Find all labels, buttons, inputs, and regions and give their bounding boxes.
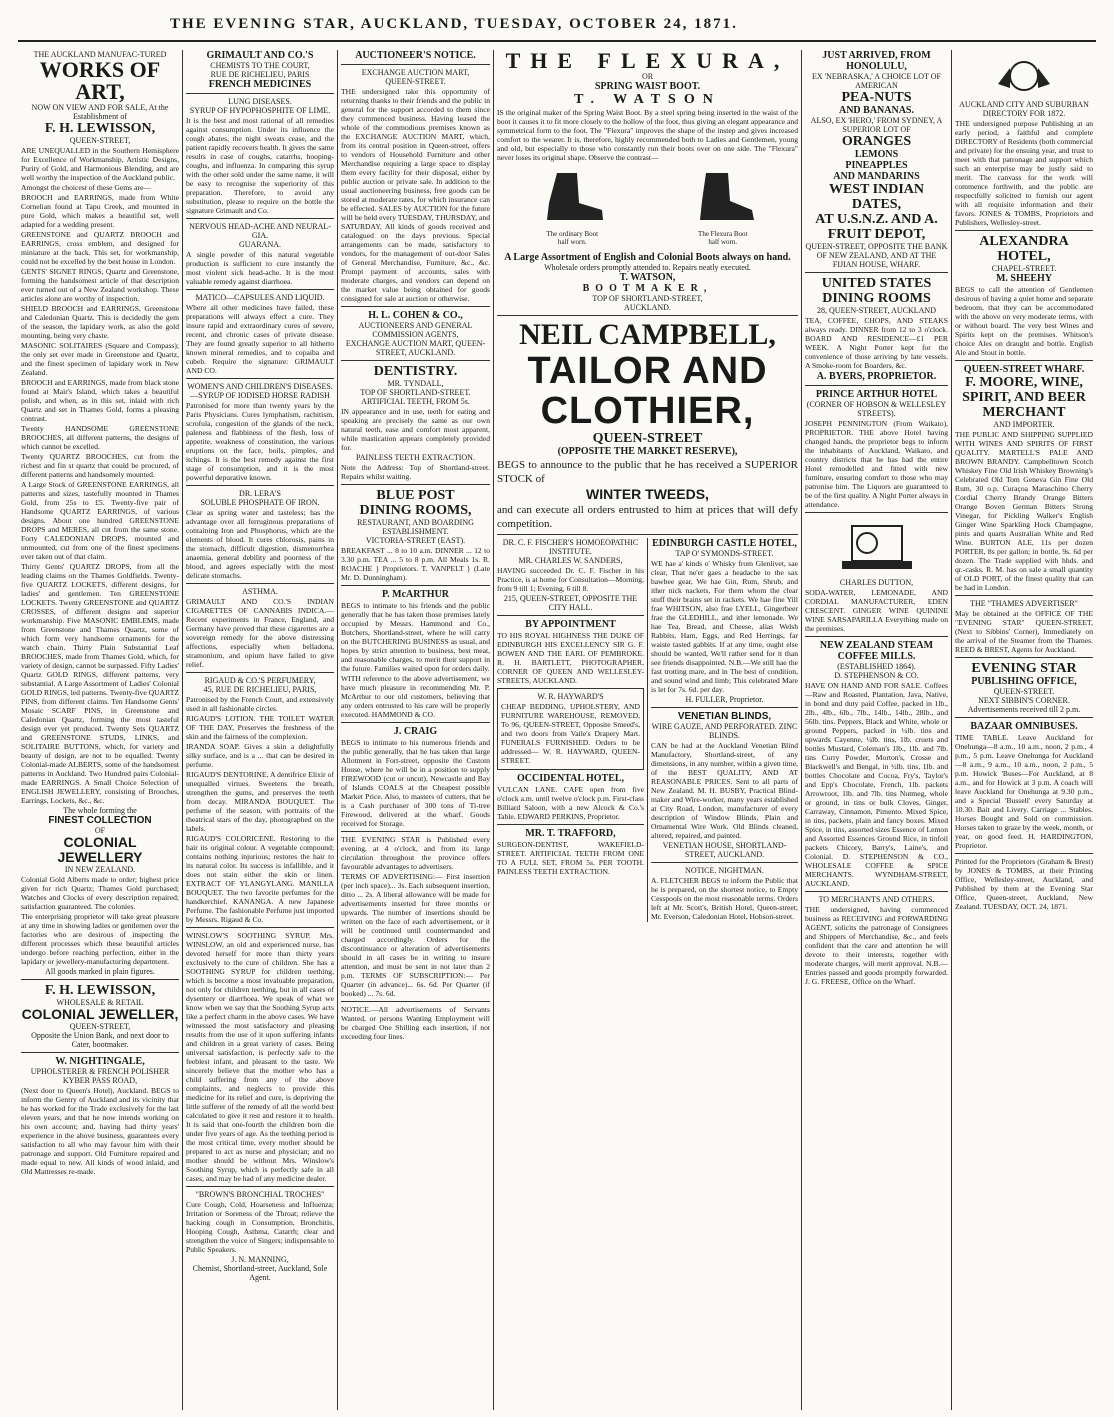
- divider: [341, 360, 490, 361]
- ad-body: GENTS' SIGNET RINGS, Quartz and Greenstone, forming the handsomest article of that description ever turned out of a New Zealand workshop. These articles alone are worthy of inspection.: [21, 267, 179, 303]
- ad-text: AUCTIONEERS AND GENERAL COMMISSION AGENTS,: [358, 321, 473, 339]
- ad-text: QUEEN-STREET,: [69, 136, 131, 145]
- ad-body: RIGAUD'S LOTION. THE TOILET WATER OF THE DAY, Preserves the freshness of the skin and the fairness of the complexion.: [186, 714, 334, 741]
- ad-title: J. CRAIG: [393, 726, 438, 737]
- ad-text: QUEEN-STREET.: [385, 77, 446, 86]
- boot-caption: half worn.: [557, 238, 587, 246]
- column-5: [801, 50, 951, 1410]
- ad-body: GRIMAULT AND CO.'S INDIAN CIGARETTES OF CANNABIS INDICA.—Recent experiments in France, England, and Germany have proved that these cigarettes are a sovereign remedy for the above distressing affections, especially when belladona, stramonium, and opium have failed to give relief.: [186, 597, 334, 669]
- ad-title: GRIMAULT AND CO.'S: [206, 50, 314, 61]
- ad-title: NEIL CAMPBELL,: [519, 318, 776, 351]
- ad-heading: THE AUCKLAND MANUFAC-TURED: [33, 50, 167, 59]
- ad-title: MR. T. TRAFFORD,: [525, 828, 616, 839]
- ad-title: AUCTIONEER'S NOTICE.: [355, 50, 476, 61]
- ad-text: PAINLESS TEETH EXTRACTION.: [356, 453, 475, 462]
- ad-title: T. WATSON,: [619, 272, 676, 283]
- ad-body: CHEAP BEDDING, UPHOLSTERY, AND FURNITURE WAREHOUSE, REMOVED, To 96, QUEEN-STREET, Opposite Smeed's, and two doors from Vaile's Drapery Mart. FUNERALS FURNISHED. Orders to be addressed— W. R. HAYWARD, QUEEN-STREET.: [501, 702, 640, 765]
- ad-text: All goods marked in plain figures.: [45, 967, 155, 976]
- divider: [186, 378, 334, 379]
- ad-title: F. H. LEWISSON,: [44, 983, 156, 998]
- ad-heading: SYRUP OF HYPOPHOSPHITE OF LIME.: [189, 106, 331, 115]
- divider: [805, 272, 948, 273]
- ad-text: ARTIFICIAL TEETH, FROM 5s.: [361, 397, 470, 406]
- ad-body: IS the original maker of the Spring Waist Boot. By a steel spring being inserted in the waist of the boot it causes it to fit more closely to the hollow of the foot, thus giving an elegant appearance and symmetrical form to the foot. The "Flexura" improves the shape of the instep and gives increased comfort to the wearer. It is, therefore, highly recommended both to Ladies and Gentlemen, young and old, but especially to those who constantly run their boots over on one side. The "Flexura" never loses its original shape. Observe the contrast—: [497, 108, 798, 162]
- machine-illustration: [805, 516, 948, 578]
- ad-body: Note the Address: Top of Shortland-street. Repairs whilst waiting.: [341, 463, 490, 481]
- ad-title: PINEAPPLES: [845, 160, 908, 171]
- ad-text: MR. TYNDALL,: [387, 379, 444, 388]
- ad-text: CHARLES DUTTON,: [839, 578, 914, 587]
- ad-title: F. MOORE, WINE, SPIRIT, AND BEER MERCHANT: [962, 375, 1086, 420]
- ad-title: COLONIAL JEWELLER,: [21, 1006, 179, 1022]
- ad-title: WEST INDIAN DATES,: [828, 182, 925, 212]
- ad-title: COLONIAL JEWELLERY: [57, 834, 143, 865]
- ad-body: The enterprising proprietor will take great pleasure at any time in showing ladies or gentlemen over the factories who are desirous of inspecting the different processes which these beautiful articles undergo before reaching perfection, either in the lapidary or jewellery-manufacturing department.: [21, 912, 179, 966]
- ad-text: RUE DE RICHELIEU, PARIS: [210, 70, 310, 79]
- ad-text: (CORNER OF HOBSON & WELLESLEY STREETS).: [806, 400, 947, 418]
- ad-title: QUEEN-STREET: [592, 431, 703, 446]
- boot-illustrations: [497, 168, 798, 246]
- column-2: [182, 50, 337, 1410]
- ad-body: ARE UNEQUALLED in the Southern Hemisphere for Excellence of Workmanship, Artistic Designs, Purity of Gold, and Harmonious Blending, and are well worthy the inspection of the Auckland public.: [21, 146, 179, 182]
- ad-heading: W. R. HAYWARD'S: [537, 692, 604, 701]
- divider: [341, 831, 490, 832]
- sub-columns: [497, 538, 798, 922]
- ad-text: 215, QUEEN-STREET, OPPOSITE THE CITY HALL.: [503, 594, 638, 612]
- ad-heading: "BROWN'S BRONCHIAL TROCHES": [195, 1190, 325, 1199]
- divider: [341, 306, 490, 307]
- ad-title: BAZAAR OMNIBUSES.: [970, 721, 1078, 732]
- ad-text: TAP O' SYMONDS-STREET.: [675, 549, 774, 558]
- ad-body: SHIELD BROOCH and EARRINGS, Greenstone and Caledonian Quartz. This is decidedly the gem of the season, the lapidary work, as also the gold mounting, being very chaste.: [21, 304, 179, 340]
- ad-text: WIRE GAUZE, AND PERFORATED. ZINC BLINDS.: [651, 722, 798, 740]
- divider: [186, 485, 334, 486]
- ad-text: CHEMISTS TO THE COURT,: [210, 61, 310, 70]
- ad-text: Chemist, Shortland-street, Auckland, Sole Agent.: [192, 1264, 328, 1282]
- ad-body: May be obtained at the OFFICE OF THE "EVENING STAR" QUEEN-STREET, (Next to Sibbins' Corner), Immediately on the arrival of the Steamer from the Thames. REED & BREST, Agents for Auckland.: [955, 609, 1093, 654]
- ad-title: UNITED STATES DINING ROOMS: [821, 276, 932, 306]
- divider: [186, 927, 334, 928]
- ad-body: It is the best and most rational of all remedies against consumption. Under its influence the cough abates, the night sweats cease, and the patient rapidly recovers health. It gives the same results in case of coughs, catarrhs, hooping-coughs, and influenza. In comparing this syrup with the other sold under the same name, it will be easy to recognise the superiority of this preparation. Therefore, to avoid any substitution, please to require on the bottle the signature Grimault and Co.: [186, 116, 334, 215]
- ad-text: VENETIAN HOUSE, SHORTLAND-STREET, AUCKLAND.: [662, 841, 787, 859]
- ad-heading: RIGAUD & CO.'S PERFUMERY,: [204, 676, 316, 685]
- divider: [186, 289, 334, 290]
- ad-text: ALSO, EX 'HERO,' FROM SYDNEY, A SUPERIOR LOT OF: [810, 116, 943, 134]
- ad-text: INSTITUTE.: [549, 547, 592, 556]
- ad-title: QUEEN-STREET WHARF.: [963, 364, 1085, 375]
- ad-heading: DR. LERA'S: [239, 489, 281, 498]
- ad-title: FINEST COLLECTION: [48, 815, 152, 826]
- ad-title: BY APPOINTMENT: [525, 619, 616, 630]
- ad-body: RIGAUD'S COLORICENE. Restoring to the hair its original colour. A vegetable compound; contains nothing injurious; restores the hair to its natural color. Its success is infallible, and it does not stain either the skin or linen. EXTRACT OF YLANGYLANG. MANILLA BOUQUET. The two favorite perfumes for the handkerchief. KANANGA. A new Japanese Perfume. The fashionable Perfume just imported by Messrs. Rigaud & Co.: [186, 834, 334, 924]
- ad-text: VICTORIA-STREET (EAST).: [365, 536, 466, 545]
- ad-body: WINSLOW'S SOOTHING SYRUP. Mrs. WINSLOW, an old and experienced nurse, has devoted herself for more than thirty years exclusively to the cure of children. She has a SOOTHING SYRUP for children teething, which is become a most invaluable preparation, not only for children teething, but in all cases of dysentery or diarrhoea. We speak of what we know when we say that the Soothing Syrup acts like a perfect charm in the above cases. We have witnessed the most satisfactory and pleasing results from the use of it upon suffering infants and children in a great variety of cases. Being universal satisfaction, is perfectly safe to the feeblest infant, and pleasant to the taste. We sincerely believe that the mother who has a child suffering from any of the above complaints, and neglects to provide this medicine for its relief and cure, is depriving the little sufferer of the remedy of all the world best calculated to give it rest and restore it to health. It is said that one-fourth the children born die under five years of age. As the teething period is the most critical time, every mother should be prepared to act as nurse and physician; and no mother should be without Mrs. Winslow's Soothing Syrup, which is perfectly safe in all cases, and may be had of any medicine dealer.: [186, 931, 334, 1183]
- ad-text: QUEEN-STREET,: [69, 1022, 131, 1031]
- divider: [955, 853, 1093, 854]
- ad-body: CAN be had at the Auckland Venetian Blind Manufactory, Shortland-street, of any dimensions, in any number, within a given time, of the BEST QUALITY, AND AT REASONABLE PRICES. Sent to all parts of New Zealand. M. H. BUSBY, Practical Blind-maker and Wire-worker, many years established at City Road, London, manufacturer of every description of Window Blinds, Plain and Ornamental Wire Work. Old Blinds cleaned, altered, repaired, and painted.: [651, 741, 798, 840]
- ad-body: GREENSTONE and QUARTZ BROOCH and EARRINGS, cross emblem, and designed for miniature at the back. This set, for workmanship, could not be excelled by the best house in London.: [21, 230, 179, 266]
- boot-caption: half worn.: [708, 238, 738, 246]
- divider: [497, 534, 798, 535]
- ad-text: AUCKLAND.: [624, 303, 671, 312]
- ad-heading: DR. C. F. FISCHER'S HOMOEOPATHIC: [502, 538, 639, 547]
- ad-title: EVENING STAR: [971, 661, 1077, 676]
- ad-text: OR: [641, 72, 654, 81]
- divider: [497, 824, 644, 825]
- ad-text: NEXT SIBBIN'S CORNER.: [978, 696, 1070, 705]
- ad-text: EXCHANGE AUCTION MART,: [361, 68, 470, 77]
- ad-text: CHAPEL-STREET.: [991, 264, 1057, 273]
- ad-text: TOP OF SHORTLAND-STREET.: [360, 388, 471, 397]
- ad-body: NOTICE.—All advertisements of Servants Wanted, or persons Wanting Employment will be charged One Shilling each insertion, if not exceeding four lines.: [341, 1005, 490, 1041]
- ad-title: AND BANANAS.: [838, 105, 914, 116]
- divider: [955, 657, 1093, 658]
- ad-body: BROOCH and EARRINGS, made from White Cornelian found at Tapu Creek, and mounted in pure Gold, which makes a beautiful set, well adapted for a wedding present.: [21, 193, 179, 229]
- ad-heading: ASTHMA.: [242, 587, 278, 596]
- ad-body: BROOCH and EARRINGS, made from black stone found at Mair's Island, which takes a beautiful polish, and when, as in this set, inlaid with rich Quartz and set in Thames Gold, forms a pleasing contrast.: [21, 378, 179, 423]
- ad-text: UPHOLSTERER & FRENCH POLISHER: [30, 1067, 170, 1076]
- ad-text: D. STEPHENSON & CO.: [834, 671, 919, 680]
- ad-body: IN appearance and in use, teeth for eating and speaking are precisely the same as our own natural teeth, ease and comfort most apparent, while mastication appears completely provided for.: [341, 407, 490, 452]
- ad-body: BREAKFAST ... 8 to 10 a.m. DINNER ... 12 to 3.30 p.m. TEA ... 5 to 8 p.m. All Meals 1s. R. ROACHE } Proprietors. T. VANPELT } (Late Mr. D. Dunningham).: [341, 546, 490, 582]
- ad-title: PUBLISHING OFFICE,: [971, 676, 1077, 687]
- divider: [651, 862, 798, 863]
- ad-title: WORKS OF ART,: [39, 57, 161, 104]
- ad-title: P. McARTHUR: [381, 589, 450, 600]
- divider: [805, 891, 948, 892]
- ad-text: AND IMPORTER.: [993, 420, 1055, 429]
- ad-body: HAVE ON HAND AND FOR SALE. Coffees—Raw and Roasted, Plantation, Java, Native, in bond and duty paid Coffee, packed in 1lb., 2lb., 4lb., 6lb., 7lb., 14lb., 14lb., 28lb., and 56lb. tins. Peppers, Black and White, whole or ground Peppers, packed in ¼lb. tins and upwards Cayenne, ¼lb. tins, 1lb. cruets and bottles Mustard, Coleman's 1lb., 1lb. and 7lb. tins Curry Powder, Morton's, Crosse and Blackwell's and Bengal, in ½lb. tins, 1lb. and bottles Chocolate and Cocoa, Fry's, Taylor's and Epp's Chocolate, French, 1lb. packets Arrowroot, 1lb. and 7lb. tins Nutmeg, whole or ground, in tins or bulk Cloves, Ginger, Carraway, Cinnamon, Pimento. Mixed Spice, in tins, packets, plain and fancy boxes. Mixed Spice, in tins, assorted sizes Essence of Lemon and Assorted Essences Ground Rice, in tinfoil packets Chicory, Barry's, Laine's, and Colonial. D. STEPHENSON & CO., WHOLESALE COFFEE & SPICE MERCHANTS. WYNDHAM-STREET, AUCKLAND.: [805, 681, 948, 888]
- ad-title: THE FLEXURA,: [505, 50, 790, 73]
- divider: [955, 360, 1093, 361]
- masthead: [0, 0, 1114, 40]
- ad-body: THE undersigned, having commenced business as RECEIVING and FORWARDING AGENT, solicits the patronage of Consignees and Shippers of Merchandise, &c., and feels confident that the care and attention he will devote to their interests, together with moderate charges, will merit approval. N.B.—Entries passed and goods promptly forwarded. J. G. FREESE, Office on the Wharf.: [805, 905, 948, 986]
- divider: [186, 93, 334, 94]
- ad-title: AND MANDARINS: [833, 171, 920, 182]
- ad-title: LEMONS: [854, 149, 899, 160]
- ad-text: 45, RUE DE RICHELIEU, PARIS,: [203, 685, 317, 694]
- top-rule: [18, 40, 1096, 42]
- ad-title: A. BYERS, PROPRIETOR.: [816, 371, 937, 382]
- ad-heading: NERVOUS HEAD-ACHE AND NEURAL-GIA.: [189, 222, 331, 240]
- ad-title: WINTER TWEEDS,: [586, 486, 709, 502]
- ad-body: THE undersigned take this opportunity of returning thanks to their friends and the public in general for the support accorded to them since they commenced business. Having leased the whole of the commodious premises known as the EXCHANGE AUCTION MART, which, from its central position in Queen-street, offers to vendors of Household Furniture and other Merchandise requiring a large space to display them every facility for their disposal, either by public auction or private sale. In addition to the usual auctioneering business, free goods can be stored at moderate rates, for which insurance can be effected. SALES by AUCTION for the future will be held every TUESDAY, THURSDAY, and SATURDAY. All kinds of goods received and catalogued on the days previous. Special arrangements can be made, satisfactory to vendors, for the management of out-door Sales of General Merchandise, Furniture, &c., &c. Prompt payment of accounts, sales with moderate charges, and vendors can depend on the market value being obtained for goods consigned for sale at auction or otherwise.: [341, 87, 490, 303]
- ad-body: SODA-WATER, LEMONADE, AND CORDIAL MANUFACTURER, EDEN CRESCENT. GINGER WINE QUININE WINE SARSAPARILLA Everything made on the premises.: [805, 588, 948, 633]
- ad-text: H. FULLER, Proprietor.: [685, 695, 764, 704]
- divider: [186, 672, 334, 673]
- ad-body: BEGS to announce to the public that he has received a SUPERIOR STOCK of: [497, 459, 798, 485]
- ad-heading: WOMEN'S AND CHILDREN'S DISEASES. —SYRUP OF IODISED HORSE RADISH: [187, 382, 333, 400]
- ad-title: DINING ROOMS,: [359, 503, 472, 518]
- ad-body: IRANDA SOAP. Gives a skin a delightfully silky surface, and is a ... that can be desired in perfume.: [186, 742, 334, 769]
- ad-body: A single powder of this natural vegetable production is sufficient to cure instantly the most violent sick head-ache. It is the most valuable remedy against diarrhoea.: [186, 250, 334, 286]
- ad-body: Amongst the choicest of these Gems are—: [21, 183, 151, 192]
- ad-text: QUEEN-STREET.: [993, 687, 1055, 696]
- ad-title: AT U.S.N.Z. AND A. FRUIT DEPOT,: [815, 212, 938, 242]
- ad-body: Colonial Gold Alberts made to order; highest price given for rich Quartz; Thames Gold purchased; Watches and Clocks of every description repaired; satisfaction guaranteed. The colonies.: [21, 875, 179, 911]
- ad-text: The whole forming the: [63, 806, 137, 815]
- column-6: [951, 50, 1096, 1410]
- ad-body: Thirty Gents' QUARTZ DROPS, from all the leading claims on the Thames Goldfields. Twenty-five QUARTZ LOCKETS, different designs, for ladies' and gentlemen. Ten GREENSTONE LOCKETS. Twenty GREENSTONE and QUARTZ CROSSES, of different designs and superior workmanship. Five MASONIC EMBLEMS, made from Greenstone and Thames Quartz, some of which form very handsome ornaments for the watch chain. Thirty Plain Substantial Leaf BROOCHES, made from Thames Gold, which, for variety of design, cannot be surpassed. Fifty Ladies' Quartz GOLD RINGS, different patterns, very substantial. A Large Assortment of Ladies' Colonial GOLD RINGS, led patterns. Twenty-five QUARTZ PINS, from different claims. Ten Handsome Gents' Mosaic SCARF PINS, in Greenstone and Caledonian Quartz, forming the most tasteful design ever yet produced. Twenty Sets QUARTZ and GREENSTONE STUDS, LINKS, and SOLITAIRE BUTTONS, which, for variety and beauty of design, are not to be equalled. Twenty Colonial-made ALBERTS, some of the handsomest patterns in Auckland. Two Hundred pairs Colonial-made EARRINGS. A Small Choice Selection of ENGLISH JEWELLERY, consisting of Brooches, Earrings, Lockets, &c., &c.: [21, 562, 179, 805]
- ad-title: T. WATSON: [574, 92, 721, 107]
- divider: [955, 230, 1093, 231]
- ad-text: EX 'NEBRASKA,' A CHOICE LOT OF AMERICAN: [812, 72, 941, 90]
- divider: [341, 64, 490, 65]
- divider: [955, 595, 1093, 596]
- ad-body: BEGS to intimate to his numerous friends and the public generally, that he has taken that large Allotment in Fort-street, opposite the Custom House, where he will be in a position to supply FIREWOOD (cut or uncut), Newcastle and Bay of Islands COALS at the Cheapest possible Market Price. Also, to masters of cutters, that he is a Cash purchaser of 300 tons of Ti-tree Firewood, delivered at the wharf. Goods received for Storage.: [341, 738, 490, 828]
- ad-body: BEGS to call the attention of Gentlemen desirous of having a quiet home and separate bedroom, that they can be accommodated with the above on very moderate terms, with or without board. The very best Wines and Spirits kept on the premises. Whitson's choice Ales on draught and bottle. English Ale and Stout in bottle.: [955, 285, 1093, 357]
- divider: [21, 979, 179, 980]
- ad-title: VENETIAN BLINDS,: [677, 711, 772, 722]
- boot-icon: [688, 168, 758, 228]
- ad-body: TERMS OF ADVERTISING:— First insertion (per inch space)... 3s. Each subsequent insertion, ditto ... 2s. A liberal allowance will be made for advertisements inserted for three months or upwards. The number of insertions should be written on the face of each advertisement, or it will be continued until countermanded and charged accordingly. Orders for the discontinuance or alteration of advertisements should in all cases be in writing to insure attention, and must be sent in not later than 2 p.m. TERMS OF SUBSCRIPTION:— Per Quarter (in advance)... 6s. 6d. Per Quarter (if booked) ... 7s. 6d.: [341, 872, 490, 998]
- divider: [186, 583, 334, 584]
- ad-body: Patronised for more than twenty years by the Paris Physicians. Cures lymphatism, rachitism, scrofula, congestion of the glands of the neck, paleness and flabbiness of the flesh, loss of appetite, weakness of constitution, the various eruptions on the face, boils, pimples, and itchings. It is the best remedy against the first stage of consumption, and it is the most powerful depurative known.: [186, 401, 334, 482]
- ad-title: FRENCH MEDICINES: [208, 79, 312, 90]
- divider: [497, 615, 644, 616]
- ad-title: JUST ARRIVED, FROM HONOLULU,: [822, 50, 931, 72]
- ad-body: THE EVENING STAR is Published every evening, at 4 o'clock, and from its large circulation throughout the province offers favourable advantages to advertisers.: [341, 835, 490, 871]
- ad-text: NOW ON VIEW AND FOR SALE, At the Establishment of: [31, 103, 169, 121]
- ad-title: DENTISTRY.: [373, 364, 458, 379]
- ad-body: THE PUBLIC AND SHIPPING SUPPLIED WITH WINES AND SPIRITS OF FIRST QUALITY. MARTELL'S PALE AND BROWN BRANDY. Campbelltown Scotch Whiskey Fine Old Irish Whiskey Browning's Celebrated Old Tom Geneva Gin Fine Old Rum, 30 o.p. Curaçoa Maraschino Cherry Cordial Cherry Brandy Orange Bitters Orange Boven German Bitters Strong Vinegar, for Pickling Walker's English Ginger Wine Sparkling Hock Champagne, pints and quarts Australian White and Red Wine. BURTON ALE, 11s per dozen PORTER, 8s per gallon; in bottle, 9s. 6d per dozen. The Trade supplied with hhds. and qr.-casks. R. M. has on sale a small quantity of OLD PORT, of the finest quality that can be had in London.: [955, 430, 1093, 592]
- masthead-line: THE EVENING STAR, AUCKLAND, TUESDAY, OCTOBER 24, 1871.: [170, 16, 738, 32]
- ad-title: OCCIDENTAL HOTEL,: [516, 773, 625, 784]
- ad-body: HAVING succeeded Dr. C. F. Fischer in his Practice, is at home for Consultation—Morning, from 9 till 1; Evening, 6 till 8.: [497, 566, 644, 593]
- ad-text: (ESTABLISHED 1864).: [837, 662, 916, 671]
- boot-caption: The Flexura Boot: [698, 230, 748, 238]
- divider: [651, 707, 798, 708]
- ad-title: EDINBURGH CASTLE HOTEL,: [652, 538, 797, 549]
- ad-heading: GUARANA.: [239, 240, 281, 249]
- ad-title: NEW ZEALAND STEAM COFFEE MILLS.: [819, 640, 934, 662]
- ad-heading: NOTICE. NIGHTMAN.: [685, 866, 764, 875]
- divider: [805, 512, 948, 513]
- ad-text: QUEEN-STREET, OPPOSITE THE BANK OF NEW ZEALAND, AND AT THE FIJIAN HOUSE, WHARF.: [805, 242, 948, 269]
- ad-text: RESTAURANT, AND BOARDING ESTABLISHMENT.: [357, 518, 474, 536]
- ad-title: F. H. LEWISSON,: [44, 121, 156, 136]
- ad-text: WHOLESALE & RETAIL: [56, 998, 144, 1007]
- ad-body: A. FLETCHER BEGS to inform the Public that he is prepared, on the shortest notice, to Empty Cesspools on the most reasonable terms. Orders left at Mr. Scott's, British Hotel, Queen-street; Mr. Everson, Caledonian Hotel, Hobson-street.: [651, 876, 798, 921]
- divider: [805, 385, 948, 386]
- crest-illustration: [955, 54, 1093, 96]
- boot-icon: [537, 168, 607, 228]
- divider: [21, 1052, 179, 1053]
- ad-body: VULCAN LANE. CAFE open from five o'clock a.m. until twelve o'clock p.m. First-class Billiard Saloon, with a new Alcock & Co.'s Table. EDWARD PERKINS, Proprietor.: [497, 785, 644, 821]
- ad-body: A Large Stock of GREENSTONE EARRINGS, all patterns and sizes, tastefully mounted in Thames Gold, from 25s to £5. Twenty-five pair of Handsome QUARTZ EARRINGS, of various designs. About one hundred GREENSTONE DROPS and MERES, all cut from the same stone. Forty CALEDONIAN DROPS, mounted and unmounted, cut from one of the finest specimens ever taken out of that claim.: [21, 480, 179, 561]
- ad-body: TIME TABLE. Leave Auckland for Onehunga—8 a.m., 10 a.m., noon, 2 p.m., 4 p.m., 5 p.m. Leave Onehunga for Auckland—8 a.m., 9 a.m., 10 a.m., noon, 2 p.m., 5 p.m. Howick 'Buses—For Auckland, at 8 a.m., and for Howick at 3 p.m. A coach will leave Auckland for Onehunga at 9.30 p.m., and a Special 'Bussell' every Saturday at 10.30. Bait and Livery. Carriage ... Stables. Horses Bought and Sold on commission. Horses taken to graze by the week, month, or year, on good feed. H. HARDINGTON, Proprietor.: [955, 733, 1093, 850]
- ad-body: Clear as spring water and tasteless; has the advantage over all ferruginous preparations of containing Iron and Phosphorus, which are the elements of blood. It cures chlorosis, pains in the stomach, difficult digestion, dismenorrhea anaemia, general debility and poorness of the blood, and agrees especially with the most delicate stomachs.: [186, 508, 334, 580]
- column-4: [493, 50, 801, 1410]
- flexura-boot: [688, 168, 758, 246]
- ad-text: TOP OF SHORTLAND-STREET,: [592, 294, 703, 303]
- ad-body: RIGAUD'S DENTORINE, A dentifrice Elixir of unequalled virtues. Sweetens the breath, strengthen the gums, and preserves the teeth from decay. MIRANDA BOUQUET. The perfume of the season, with portraits of the theatrical stars of the day, photographed on the labels.: [186, 770, 334, 833]
- ad-text: J. N. MANNING,: [231, 1255, 289, 1264]
- ad-body: Printed for the Proprietors (Graham & Brest) by JONES & TOMBS, at their Printing Office, Wellesley-street, Auckland, and Published by them at the Evening Star Office, Queen-street, Auckland, New Zealand. TUESDAY, OCT. 24, 1871.: [955, 857, 1093, 911]
- ad-title: ORANGES: [841, 134, 912, 149]
- ad-body: WITH reference to the above advertisement, we have much pleasure in recommending Mr. P. McArthur to our old customers, believing that any orders entrusted to his care will be properly executed. HAMMOND & CO.: [341, 674, 490, 719]
- ad-text: A Large Assortment of English and Colonial Boots always on hand.: [504, 252, 791, 263]
- ad-heading: SOLUBLE PHOSPHATE OF IRON.: [200, 498, 320, 507]
- divider: [186, 1186, 334, 1187]
- ad-title: W. NIGHTINGALE,: [55, 1056, 145, 1067]
- divider: [805, 636, 948, 637]
- ad-title: PRINCE ARTHUR HOTEL: [815, 389, 938, 400]
- ad-text: MR. CHARLES W. SANDERS,: [518, 556, 623, 565]
- ad-text: KYBER PASS ROAD,: [62, 1076, 138, 1085]
- ad-heading: LUNG DISEASES.: [228, 97, 292, 106]
- ad-body: Where all other medicines have failed, these preparations will always effect a cure. They insure rapid and extraordinary cures of severe, recent, and chronic cases of private disease. They are found greatly superior to all hitherto known mineral remedies, and to copaiba and cubeb. Require the signature: GRIMAULT AND CO.: [186, 303, 334, 375]
- ad-text: EXCHANGE AUCTION MART, QUEEN-STREET, AUCKLAND.: [345, 339, 486, 357]
- ad-body: JOSEPH PENNINGTON (From Waikato), PROPRIETOR. THE above Hotel having changed hands, the proprietor begs to inform the inhabitants of Auckland, Waikato, and country districts that he has had the entire Hotel remodelled and fitted with new furniture, ensuring comfort to those who may patronise him. The Liquors are guaranteed to be of the first quality. A Night Porter always in attendance.: [805, 419, 948, 509]
- ad-body: Twenty HANDSOME GREENSTONE BROOCHES, all different patterns, the designs of which cannot be excelled.: [21, 424, 179, 451]
- ordinary-boot: [537, 168, 607, 246]
- ad-body: Twenty QUARTZ BROOCHES, cut from the richest and fin st quartz that could be procured, of different patterns and handsomely mounted.: [21, 452, 179, 479]
- ad-body: Cure Cough, Cold, Hoarseness and Influenza; Irritation or Soreness of the Throat; relieve the hacking cough in Consumption, Bronchitis, Hooping Cough, Asthma, Catarrh; clear and strengthen the voice of Singers; indispensable to Public Speakers.: [186, 1200, 334, 1254]
- crest-icon: [994, 54, 1054, 94]
- ad-text: Opposite the Union Bank, and next door to Cater, bootmaker.: [31, 1031, 169, 1049]
- ad-title: M. SHEEHY: [995, 273, 1053, 284]
- ad-title: PEA-NUTS: [841, 90, 912, 105]
- divider: [186, 218, 334, 219]
- ad-body: MASONIC SOLITAIRES (Square and Compass); the only set ever made in Greenstone and Quartz, and the finest specimen of lapidary work in New Zealand.: [21, 341, 179, 377]
- divider: [341, 1001, 490, 1002]
- ad-text: (OPPOSITE THE MARKET RESERVE),: [557, 446, 738, 457]
- ad-heading: TO MERCHANTS AND OTHERS.: [818, 895, 935, 904]
- ad-title: BOOTMAKER,: [582, 283, 713, 294]
- divider: [341, 722, 490, 723]
- column-3: [337, 50, 493, 1410]
- ad-body: TO HIS ROYAL HIGHNESS THE DUKE OF EDINBURGH HIS EXCELLENCY SIR G. F. BOWEN AND THE EARL OF PEMBROKE. R. H. BARTLETT, PHOTOGRAPHER, CORNER OF QUEEN AND WELLESLEY-STREETS, AUCKLAND.: [497, 631, 644, 685]
- divider: [497, 315, 798, 316]
- ad-body: SURGEON-DENTIST, WAKEFIELD-STREET. ARTIFICIAL TEETH FROM ONE TO A FULL SET, FROM 5s. PER TOOTH. PAINLESS TEETH EXTRACTION.: [497, 840, 644, 876]
- divider: [341, 484, 490, 485]
- ad-body: THE undersigned purpose Publishing at an early period, a faithful and complete DIRECTORY of Residents (both commercial and private) for the ensuing year, and trust to meet with that patronage and support which such an enterprise may be justly said to merit. The canvass for the work will commence forthwith, and the public are respectfully solicited to furnish our agent with all requisite information and their favors. JONES & TOMBS, Proprietors and Publishers, Wellesley-street.: [955, 119, 1093, 227]
- ad-body: TEA, COFFEE, CHOPS, AND STEAKS always ready. DINNER from 12 to 3 o'clock. BOARD AND RESIDENCE—£1 PER WEEK. A Night Porter kept for the convenience of those arriving by late vessels. A Smoke-room for Boarders, &c.: [805, 316, 948, 370]
- divider: [955, 717, 1093, 718]
- ad-heading: THE "THAMES ADVERTISER": [970, 599, 1078, 608]
- ad-text: AUCKLAND CITY AND SUBURBAN DIRECTORY FOR 1872.: [959, 100, 1089, 118]
- ad-title: BLUE POST: [376, 488, 455, 503]
- ad-title: H. L. COHEN & CO.,: [368, 310, 463, 321]
- ad-text: IN NEW ZEALAND.: [64, 865, 136, 874]
- ad-body: and can execute all orders entrusted to him at prices that will defy competition.: [497, 504, 798, 530]
- ad-body: WE hae a' kinds o' Whisky from Glenlivet, sae clear, That ne'er gaes a headache to the sax bawbee gear, We hae Gin, Rum, Shrub, and ither nick nackets, For them whom the clear stuff their brains set in rackets. We hae fine Yill frae WHITSON, also frae LYELL, Gingerbeer frae the GLEDHILL, and ither lemonade. We hae Tea, Bread, and Cheese, alias Welsh Rabbits, Ham, Eggs, and Red Herrings, far waiste tasted gabbits. If at any time, ought else should be wanted, We'll rather send for it than see friends disappointed. N.B.—We still hae the fast trotting mare, and in The best of condition, and sound wind and limb; This celebrated Mare is let for 7s. 6d. per day.: [651, 559, 798, 694]
- ad-title: TAILOR AND CLOTHIER,: [527, 350, 768, 432]
- machine-icon: [832, 516, 922, 576]
- ad-text: Wholesale orders promptly attended to. Repairs neatly executed.: [544, 263, 751, 272]
- ad-text: 28, QUEEN-STREET, AUCKLAND: [817, 306, 936, 315]
- ad-body: (Next door to Queen's Hotel), Auckland. BEGS to inform the Gentry of Auckland and its vicinity that he has worked for the Trade exclusively for the last eleven years, and that he now intends working on his own account; and, having had thirty years' experience in the above business, guarantees every satisfaction to all who may favour him with their patronage and support. Old Furniture repaired and made equal to new. All kinds of wood inlaid, and Old Mattresses re-made.: [21, 1086, 179, 1176]
- ad-text: OF: [94, 826, 106, 835]
- ad-body: BEGS to intimate to his friends and the public generally that he has taken those premises lately occupied by Messrs. Hammond and Co., Butchers, Shortland-street, where he will carry on the BUTCHERING BUSINESS as usual, and hopes by strict attention to business, best meat, and reasonable charges, to merit their support in the future. Families waited upon for orders daily.: [341, 601, 490, 673]
- column-1: [18, 50, 182, 1410]
- ad-text: Advertisements received till 2 p.m.: [967, 705, 1081, 714]
- boot-caption: The ordinary Boot: [546, 230, 599, 238]
- ad-title: SPRING WAIST BOOT.: [594, 81, 701, 92]
- ad-heading: MATICO—CAPSULES AND LIQUID.: [195, 293, 325, 302]
- columns: [18, 50, 1096, 1410]
- ad-body: Patronised by the French Court, and extensively used in all fashionable circles.: [186, 695, 334, 713]
- divider: [341, 585, 490, 586]
- ad-title: ALEXANDRA HOTEL,: [979, 234, 1069, 264]
- sub-column-right: [648, 538, 798, 922]
- sub-column-left: [497, 538, 648, 922]
- hayward-ad: [497, 688, 644, 770]
